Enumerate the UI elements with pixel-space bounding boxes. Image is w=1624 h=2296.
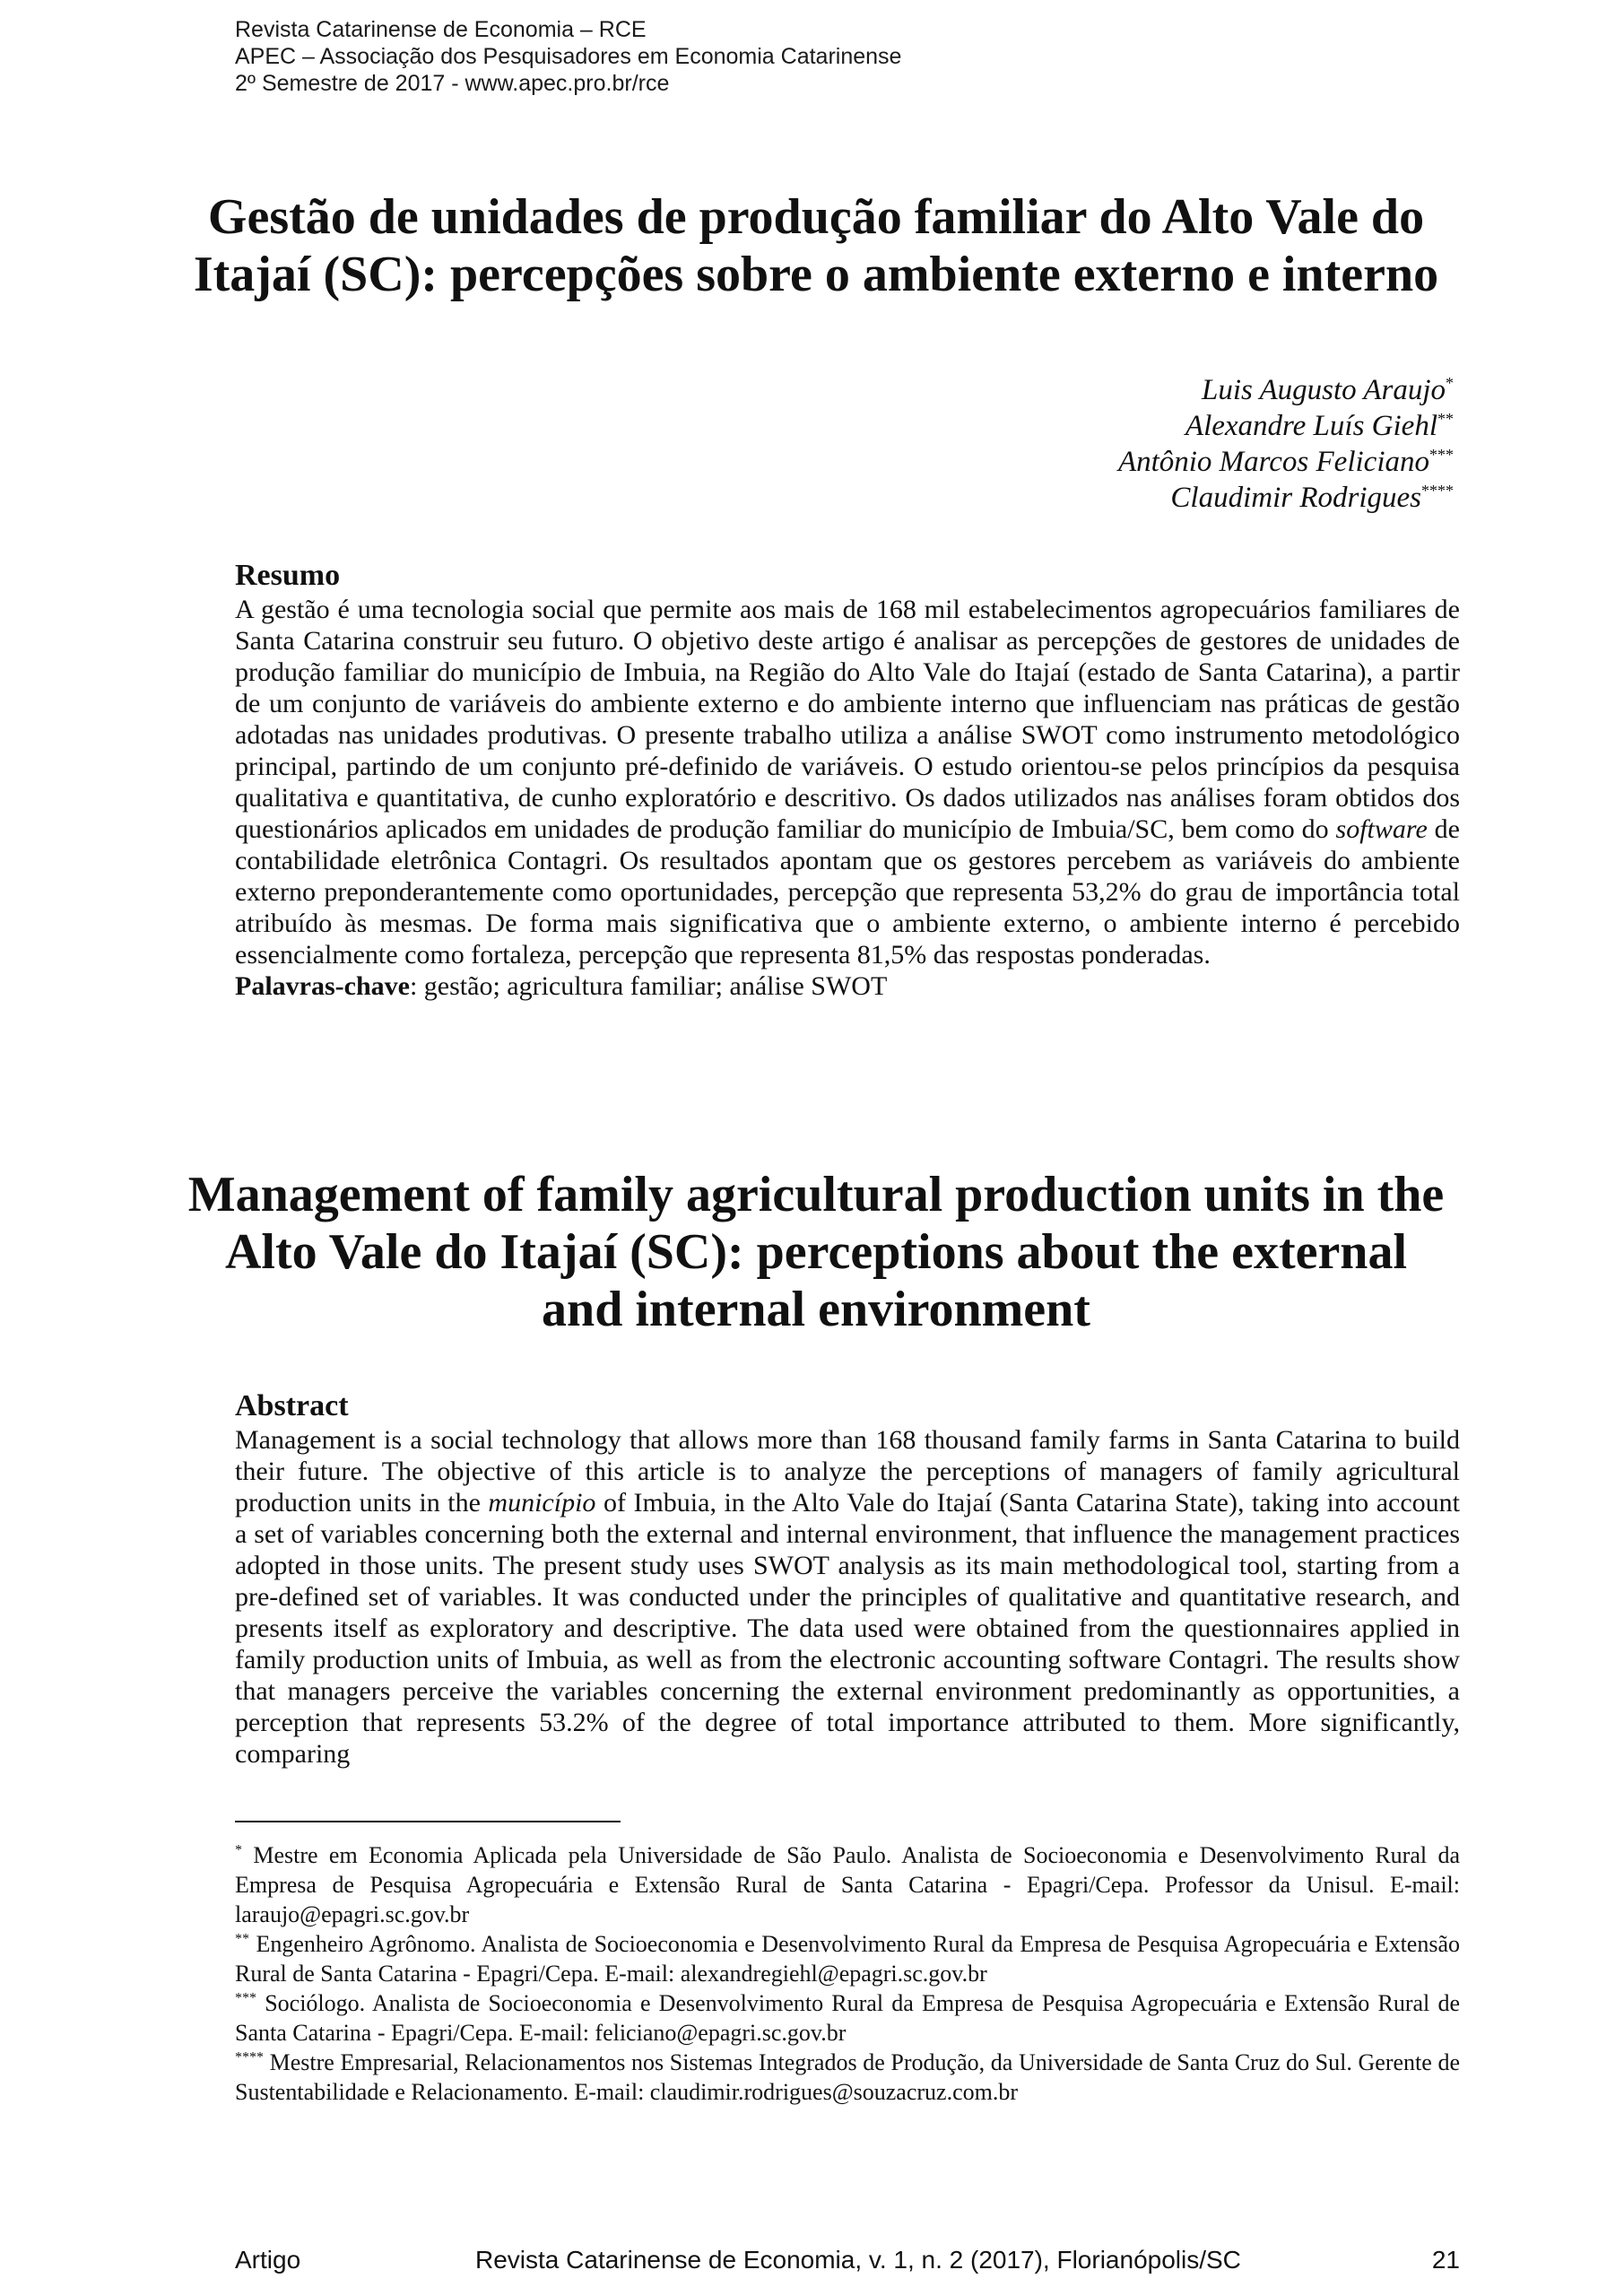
title-en-line-2: Alto Vale do Itajaí (SC): perceptions about the external bbox=[224, 1224, 1408, 1280]
author-footnote-mark: * bbox=[1446, 374, 1454, 392]
page-number: 21 bbox=[1431, 2246, 1460, 2274]
footnote: * Mestre em Economia Aplicada pela Universidade de São Paulo. Analista de Socioeconomia e Desenvolvimento Rural da Empresa de Pesquisa Agropecuária e Extensão Rural de Santa Catarina - Epagri/Cepa. Professor da Unisul. E-mail: laraujo@epagri.sc.gov.br bbox=[235, 1842, 1460, 1927]
resumo-heading: Resumo bbox=[235, 559, 341, 592]
footnote: ** Engenheiro Agrônomo. Analista de Socioeconomia e Desenvolvimento Rural da Empresa de Pesquisa Agropecuária e Extensão Rural de Santa Catarina - Epagri/Cepa. E-mail: alexandregiehl@epagri.sc.gov.br bbox=[235, 1931, 1460, 1987]
author-footnote-mark: ** bbox=[1437, 410, 1454, 428]
title-pt-line-2: Itajaí (SC): percepções sobre o ambiente externo e interno bbox=[193, 247, 1439, 302]
author: Luis Augusto Araujo* bbox=[1201, 374, 1454, 406]
author-footnote-mark: *** bbox=[1429, 446, 1454, 464]
author: Antônio Marcos Feliciano*** bbox=[1117, 446, 1454, 478]
author-list bbox=[1118, 372, 1454, 516]
footer-citation: Revista Catarinense de Economia, v. 1, n. 2 (2017), Florianópolis/SC bbox=[475, 2246, 1241, 2274]
resumo-body: A gestão é uma tecnologia social que permite aos mais de 168 mil estabelecimentos agropecuários familiares de Santa Catarina construir seu futuro. O objetivo deste artigo é analisar as percepções de gestores de unidades de produção familiar do município de Imbuia, na Região do Alto Vale do Itajaí (estado de Santa Catarina), a partir de um conjunto de variáveis do ambiente externo e do ambiente interno que influenciam nas práticas de gestão adotadas nas unidades produtivas. O presente trabalho utiliza a análise SWOT como instrumento metodológico principal, partindo de um conjunto pré-definido de variáveis. O estudo orientou-se pelos princípios da pesquisa qualitativa e quantitativa, de cunho exploratório e descritivo. Os dados utilizados nas análises foram obtidos dos questionários aplicados em unidades de produção familiar do município de Imbuia/SC, bem como do software de contabilidade eletrônica Contagri. Os resultados apontam que os gestores percebem as variáveis do ambiente externo preponderantemente como oportunidades, percepção que representa 53,2% do grau de importância total atribuído às mesmas. De forma mais significativa que o ambiente externo, o ambiente interno é percebido essencialmente como fortaleza, percepção que representa 81,5% das respostas ponderadas. Palavras-chave: gestão; agricultura familiar; análise SWOT bbox=[235, 595, 1460, 1001]
author: Claudimir Rodrigues**** bbox=[1170, 482, 1454, 514]
title-en-line-1: Management of family agricultural production units in the bbox=[187, 1167, 1445, 1222]
footnote: **** Mestre Empresarial, Relacionamentos nos Sistemas Integrados de Produção, da Universidade de Santa Cruz do Sul. Gerente de Sustentabilidade e Relacionamento. E-mail: claudimir.rodrigues@souzacruz.com.br bbox=[235, 2049, 1460, 2105]
title-pt-line-1: Gestão de unidades de produção familiar do Alto Vale do bbox=[207, 189, 1425, 245]
header-semester-url: 2º Semestre de 2017 - www.apec.pro.br/rce bbox=[235, 71, 670, 96]
header-journal-name: Revista Catarinense de Economia – RCE bbox=[235, 17, 647, 42]
abstract-body: Management is a social technology that allows more than 168 thousand family farms in Santa Catarina to build their future. The objective of this article is to analyze the perceptions of managers of family agricultural production units in the município of Imbuia, in the Alto Vale do Itajaí (Santa Catarina State), taking into account a set of variables concerning both the external and internal environment, that influence the management practices adopted in those units. The present study uses SWOT analysis as its main methodological tool, starting from a pre-defined set of variables. It was conducted under the principles of qualitative and quantitative research, and presents itself as exploratory and descriptive. The data used were obtained from the questionnaires applied in family production units of Imbuia, as well as from the electronic accounting software Contagri. The results show that managers perceive the variables concerning the external environment predominantly as opportunities, a perception that represents 53.2% of the degree of total importance attributed to them. More significantly, comparing bbox=[235, 1425, 1460, 1769]
abstract-heading: Abstract bbox=[235, 1389, 349, 1422]
running-header bbox=[235, 16, 901, 97]
keywords-label: Palavras-chave bbox=[235, 971, 410, 1001]
header-association: APEC – Associação dos Pesquisadores em Economia Catarinense bbox=[235, 44, 902, 69]
footnotes bbox=[235, 1840, 1460, 2107]
title-en-line-3: and internal environment bbox=[542, 1282, 1090, 1337]
author-footnote-mark: **** bbox=[1421, 482, 1454, 500]
footnote: *** Sociólogo. Analista de Socioeconomia e Desenvolvimento Rural da Empresa de Pesquisa Agropecuária e Extensão Rural de Santa Catarina - Epagri/Cepa. E-mail: feliciano@epagri.sc.gov.br bbox=[235, 1990, 1460, 2046]
title-english bbox=[179, 1166, 1453, 1338]
title-portuguese bbox=[179, 188, 1453, 303]
author: Alexandre Luís Giehl** bbox=[1185, 410, 1454, 442]
keywords: : gestão; agricultura familiar; análise SWOT bbox=[409, 971, 888, 1001]
footer-section-label: Artigo bbox=[235, 2246, 301, 2274]
footnote-separator bbox=[235, 1821, 621, 1822]
